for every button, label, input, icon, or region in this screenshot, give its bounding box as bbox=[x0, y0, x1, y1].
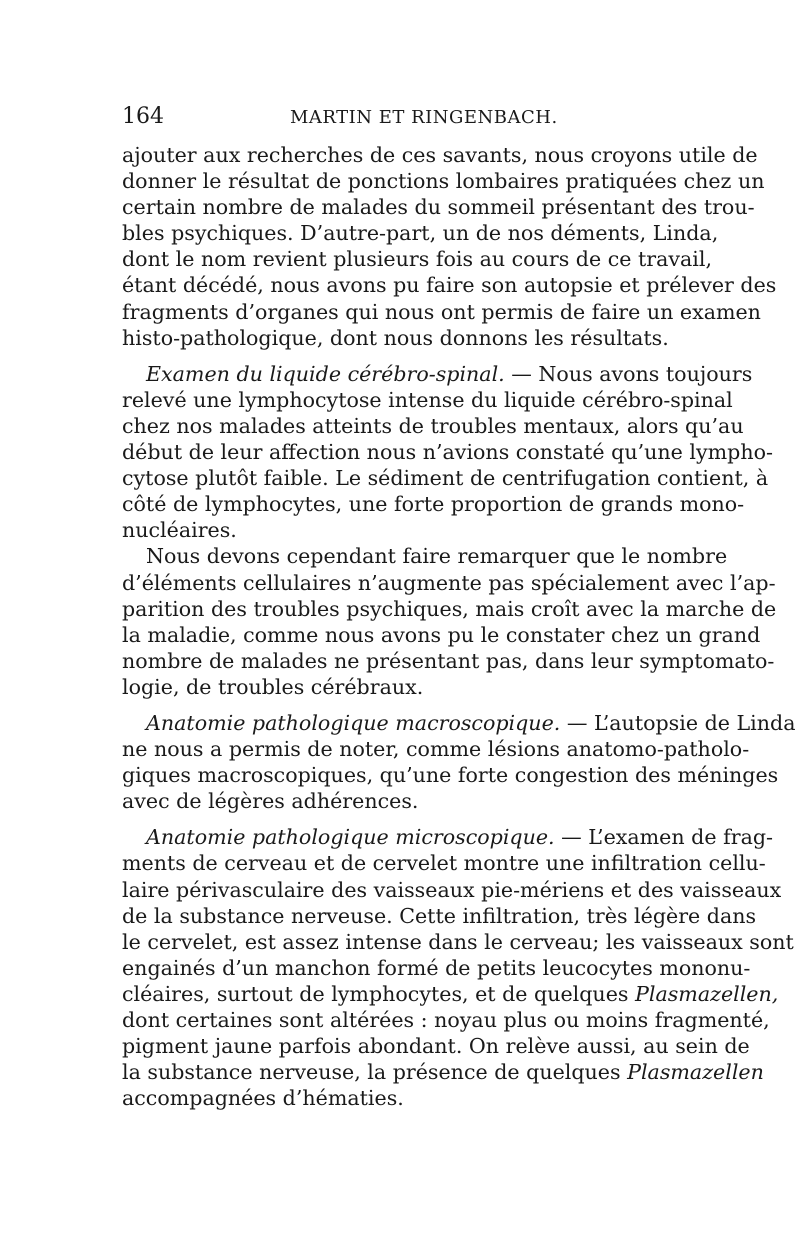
text-line bbox=[122, 710, 796, 736]
section-lead: Anatomie pathologique macroscopique. bbox=[146, 710, 561, 735]
body-text bbox=[122, 142, 796, 1111]
section-lead: Anatomie pathologique microscopique. bbox=[146, 825, 555, 850]
text-line: Nous devons cependant faire remarquer que le nombre bbox=[146, 544, 728, 569]
text-line: ajouter aux recherches de ces savants, nous croyons utile de bbox=[122, 143, 758, 167]
text-line: logie, de troubles cérébraux. bbox=[122, 674, 424, 699]
text-line: d’éléments cellulaires n’augmente pas spécialement avec l’ap- bbox=[122, 570, 776, 595]
paragraph-cell-count bbox=[122, 543, 777, 700]
text-line: nombre de malades ne présentant pas, dans leur symptomato- bbox=[122, 648, 775, 673]
text-line: parition des troubles psychiques, mais croît avec la marche de bbox=[122, 596, 777, 621]
text-line: cytose plutôt faible. Le sédiment de centrifugation contient, à bbox=[122, 466, 769, 491]
text-line: avec de légères adhérences. bbox=[122, 789, 419, 814]
text-line: chez nos malades atteints de troubles mentaux, alors qu’au bbox=[122, 413, 744, 438]
paragraph-microscopic bbox=[122, 824, 794, 1111]
text-line: donner le résultat de ponctions lombaires pratiquées chez un bbox=[122, 169, 765, 194]
paragraph-intro bbox=[122, 142, 777, 351]
text-fragment: — L’autopsie de Linda bbox=[560, 710, 796, 735]
italic-term: Plasmazellen, bbox=[635, 981, 779, 1006]
text-line: étant décédé, nous avons pu faire son autopsie et prélever des bbox=[122, 273, 777, 298]
text-line: pigment jaune parfois abondant. On relève aussi, au sein de bbox=[122, 1034, 750, 1059]
text-line: côté de lymphocytes, une forte proportion de grands mono- bbox=[122, 492, 745, 517]
text-line: de la substance nerveuse. Cette infiltration, très légère dans bbox=[122, 903, 757, 928]
page-header bbox=[122, 104, 678, 136]
text-line: certain nombre de malades du sommeil présentant des trou- bbox=[122, 195, 755, 220]
paragraph-gap bbox=[122, 351, 678, 361]
text-fragment: — L’examen de frag- bbox=[554, 825, 773, 850]
text-line: nucléaires. bbox=[122, 518, 237, 543]
text-fragment: la substance nerveuse, la présence de quelques bbox=[122, 1060, 628, 1085]
page-number: 164 bbox=[122, 104, 164, 129]
text-line: début de leur affection nous n’avions constaté qu’une lympho- bbox=[122, 440, 773, 465]
text-line: laire périvasculaire des vaisseaux pie-mériens et des vaisseaux bbox=[122, 877, 782, 902]
text-line: ne nous a permis de noter, comme lésions anatomo-patholo- bbox=[122, 737, 750, 762]
text-line: le cervelet, est assez intense dans le cerveau; les vaisseaux sont bbox=[122, 929, 794, 954]
text-line: accompagnées d’hématies. bbox=[122, 1086, 404, 1111]
italic-term: Plasmazellen bbox=[627, 1060, 764, 1085]
text-line: ments de cerveau et de cervelet montre une infiltration cellu- bbox=[122, 851, 766, 876]
text-line: dont le nom revient plusieurs fois au cours de ce travail, bbox=[122, 247, 713, 272]
text-line: engainés d’un manchon formé de petits leucocytes mononu- bbox=[122, 955, 751, 980]
text-line bbox=[122, 1059, 764, 1085]
paragraph-macroscopic bbox=[122, 710, 796, 814]
text-line: fragments d’organes qui nous ont permis de faire un examen bbox=[122, 299, 761, 324]
running-title: MARTIN ET RINGENBACH. bbox=[290, 107, 558, 128]
text-line: bles psychiques. D’autre-part, un de nos déments, Linda, bbox=[122, 221, 719, 246]
paragraph-gap bbox=[122, 814, 678, 824]
text-fragment: — Nous avons toujours bbox=[504, 361, 753, 386]
section-lead: Examen du liquide cérébro-spinal. bbox=[146, 361, 505, 386]
text-line: dont certaines sont altérées : noyau plus ou moins fragmenté, bbox=[122, 1008, 770, 1032]
paragraph-csf-exam bbox=[122, 361, 773, 544]
text-line bbox=[122, 361, 753, 387]
text-line: giques macroscopiques, qu’une forte congestion des méninges bbox=[122, 763, 779, 788]
text-line: la maladie, comme nous avons pu le constater chez un grand bbox=[122, 622, 761, 647]
paragraph-gap bbox=[122, 700, 678, 710]
text-line: relevé une lymphocytose intense du liquide cérébro-spinal bbox=[122, 387, 733, 412]
text-line bbox=[122, 824, 773, 850]
text-line: histo-pathologique, dont nous donnons les résultats. bbox=[122, 325, 669, 350]
text-fragment: cléaires, surtout de lymphocytes, et de quelques bbox=[122, 981, 635, 1006]
text-line bbox=[122, 981, 779, 1007]
